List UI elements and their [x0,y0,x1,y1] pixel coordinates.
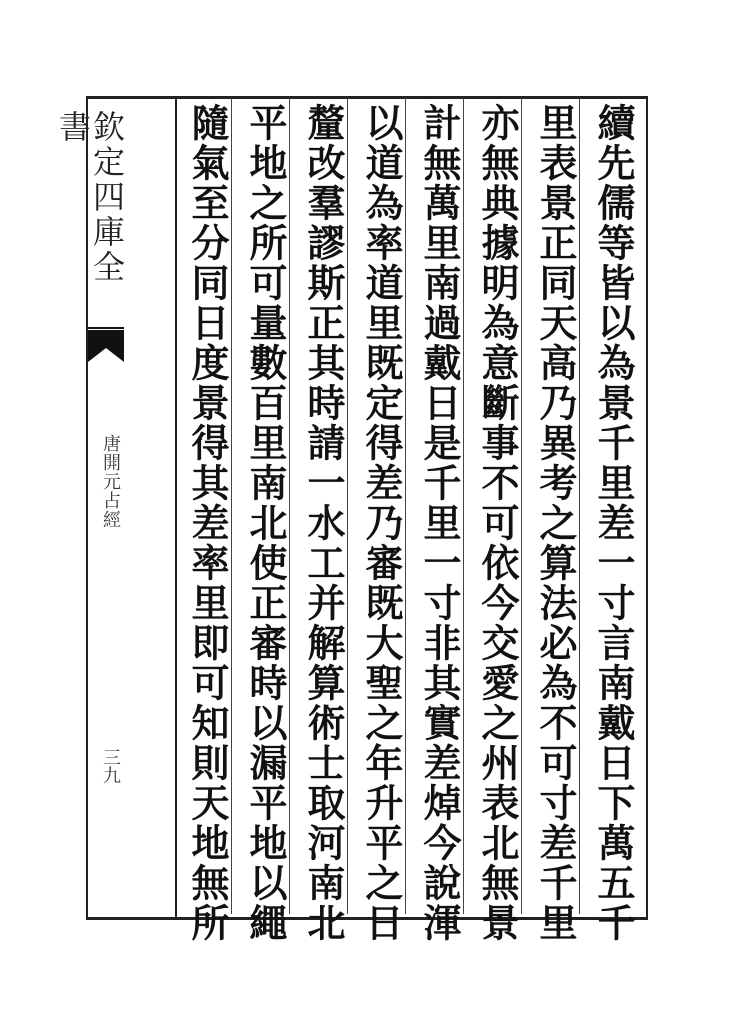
text-column-8: 隨氣至分同日度景得其差率里即可知則天地無所 [185,103,230,943]
margin-title: 欽定四庫全書 [54,110,126,285]
text-column-4: 計無萬里南過戴日是千里一寸非其實差焯今說渾 [417,103,462,943]
fishtail-ornament-icon [86,326,126,368]
column-divider [579,98,580,914]
margin-page-number: 三九 [100,748,121,784]
text-column-3: 亦無典據明為意斷事不可依今交愛之州表北無景 [475,103,520,943]
text-column-1: 續先儒等皆以為景千里差一寸言南戴日下萬五千 [591,103,636,943]
column-divider [521,98,522,914]
text-column-2: 里表景正同天高乃異考之算法必為不可寸差千里 [533,103,578,943]
column-divider [463,98,464,914]
column-divider [405,98,406,914]
column-divider [289,98,290,914]
column-divider [231,98,232,914]
margin-book-title: 唐開元占經 [100,434,121,529]
text-column-5: 以道為率道里既定得差乃審既大聖之年升平之日 [359,103,404,943]
text-column-6: 釐改羣謬斯正其時請一水工并解算術士取河南北 [301,103,346,943]
column-divider [347,98,348,914]
text-column-7: 平地之所可量數百里南北使正審時以漏平地以繩 [243,103,288,943]
